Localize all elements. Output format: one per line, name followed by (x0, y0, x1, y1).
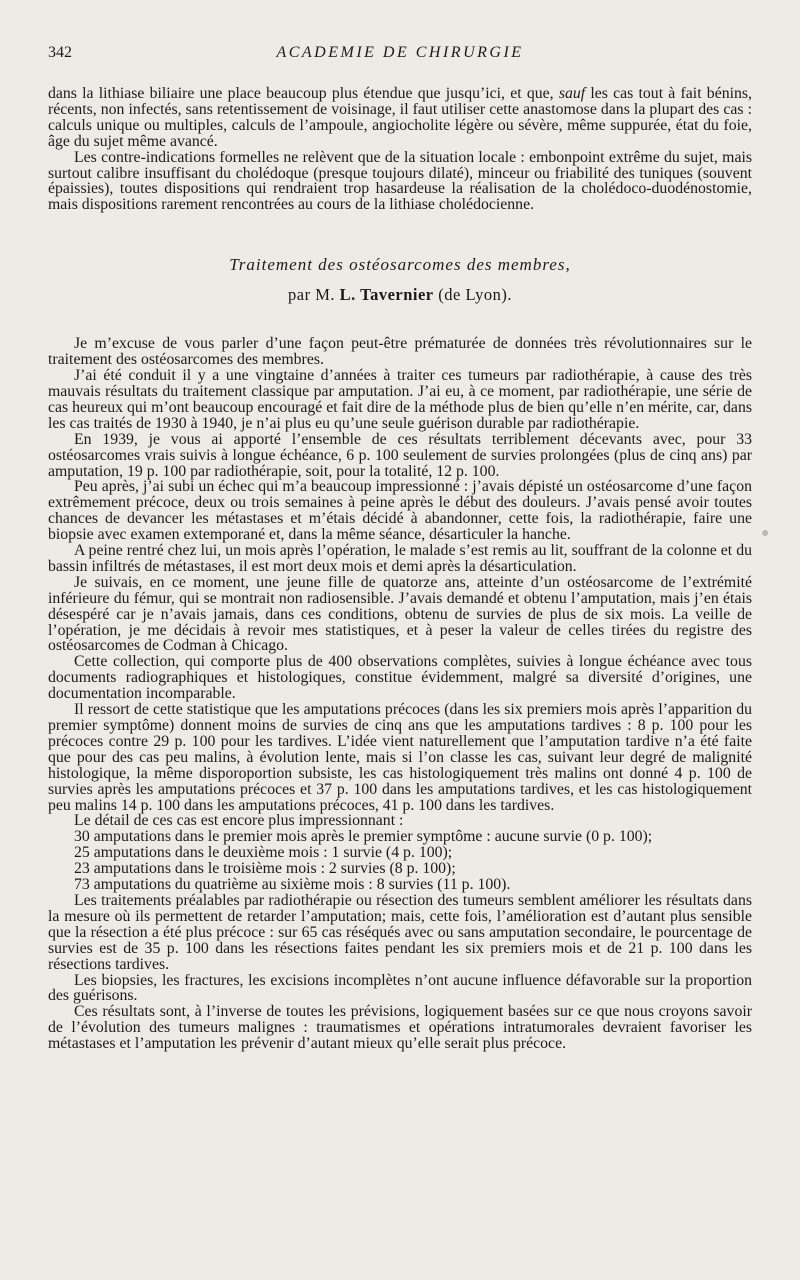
article-paragraph: Les traitements préalables par radiothérapie ou résection des tumeurs semblent améliorer les résultats dans la mesure où ils permettent de retarder l’amputation; mais, cette fois, l’amélioration est d’autant plus sensible que la résection a été plus précoce : sur 65 cas réséqués avec ou sans amputation secondaire, le pourcentage de survies est de 35 p. 100 dans les résections faites pendant les six premiers mois et de 21 p. 100 dans les résections tardives. (48, 891, 752, 973)
article-paragraph: En 1939, je vous ai apporté l’ensemble de ces résultats terriblement décevants avec, pour 33 ostéosarcomes vrais suivis à longue échéance, 6 p. 100 seulement de survies prolongées (plus de cinq ans) par amputation, 19 p. 100 par radiothérapie, soit, pour la totalité, 12 p. 100. (48, 430, 752, 480)
article-paragraph: Les biopsies, les fractures, les excisions incomplètes n’ont aucune influence défavorable sur la proportion des guérisons. (48, 971, 752, 1005)
article-paragraph: Je suivais, en ce moment, une jeune fille de quatorze ans, atteinte d’un ostéosarcome de l’extrémité inférieure du fémur, qui se montrait non radiosensible. J’avais demandé et obtenu l’amputation, mais j’en étais désespéré car je n’avais jamais, dans ces conditions, obtenu de survies de plus de six mois. La veille de l’opération, je me décidais à revoir mes statistiques, et à peser la valeur de celles tirées du registre des ostéosarcomes de Codman à Chicago. (48, 573, 752, 655)
article-paragraph: Il ressort de cette statistique que les amputations précoces (dans les six premiers mois après l’apparition du premier symptôme) donnent moins de survies de cinq ans que les amputations tardives : 8 p. 100 pour les précoces contre 29 p. 100 pour les tardives. L’idée vient naturellement que l’amputation tardive n’a été faite que pour des cas peu malins, à évolution lente, mais si l’on classe les cas, suivant leur degré de malignité histologique, la même disporoportion subsiste, les cas histologiquement très malins ont donné 4 p. 100 de survies après les amputations précoces et 37 p. 100 dans les amputations tardives, et les cas histologiquement peu malins 14 p. 100 dans les amputations précoces, 41 p. 100 dans les tardives. (48, 701, 752, 814)
list-item: 30 amputations dans le premier mois après le premier symptôme : aucune survie (0 p. 100); (74, 828, 653, 846)
article-author: L. Tavernier (339, 285, 434, 305)
article-title: Traitement des ostéosarcomes des membres, (229, 255, 571, 275)
article-paragraph: Je m’excuse de vous parler d’une façon peut-être prématurée de données très révolutionnaires sur le traitement des ostéosarcomes des membres. (48, 335, 752, 369)
continuation-paragraph-1 (48, 86, 752, 150)
page-header (48, 44, 752, 66)
page-body (48, 86, 752, 1052)
continuation-paragraph-2: Les contre-indications formelles ne relèvent que de la situation locale : embonpoint extrême du sujet, mais surtout calibre insuffisant du cholédoque (presque toujours dilaté), minceur ou friabilité des tuniques (souvent épaissies), toutes dispositions qui rendraient trop hasardeuse la réalisation de la cholédoco-duodénostomie, mais dispositions rarement rencontrées au cours de la lithiase cholédocienne. (48, 148, 752, 214)
continuation-text-b: les cas tout à fait bénins, récents, non infectés, sans retentissement de voisinage, il faut utiliser cette anastomose dans la plupart des cas : calculs unique ou multiples, calculs de l’ampoule, angiocholite légère ou sévère, même suppurée, état du foie, âge du sujet même avancé. (48, 85, 752, 150)
running-title: ACADEMIE DE CHIRURGIE (276, 44, 524, 61)
article-paragraph: Peu après, j’ai subi un échec qui m’a beaucoup impressionné : j’avais dépisté un ostéosarcome d’une façon extrêmement précoce, deux ou trois semaines à peine après le début des douleurs. J’avais pensé avoir toutes chances de devancer les métastases et m’étais décidé à abandonner, cette fois, la radiothérapie, faire une biopsie avec examen extemporané et, dans la même séance, désarticuler la hanche. (48, 478, 752, 544)
list-item: 73 amputations du quatrième au sixième mois : 8 survies (11 p. 100). (74, 876, 511, 894)
list-item: 25 amputations dans le deuxième mois : 1 survie (4 p. 100); (74, 844, 453, 862)
article-paragraph: Le détail de ces cas est encore plus impressionnant : (74, 812, 404, 830)
article-paragraph: J’ai été conduit il y a une vingtaine d’années à traiter ces tumeurs par radiothérapie, à cause des très mauvais résultats du traitement classique par amputation. J’ai eu, à ce moment, par radiothérapie, une série de cas heureux qui m’ont beaucoup encouragé et fait dire de la méthode plus de bien qu’elle n’en mérite, car, dans les cas traités de 1930 à 1940, je n’ai plus eu qu’une seule guérison durable par radiothérapie. (48, 367, 752, 432)
byline-suffix: (de Lyon). (438, 285, 512, 305)
continuation-text-a: dans la lithiase biliaire une place beaucoup plus étendue que jusqu’ici, et que, (48, 85, 554, 102)
article-paragraph: Ces résultats sont, à l’inverse de toutes les prévisions, logiquement basées sur ce que nous croyons savoir de l’évolution des tumeurs malignes : traumatismes et opérations intratumorales devraient favoriser les métastases et l’amputation les prévenir d’autant mieux qu’elle serait plus précoce. (48, 1003, 752, 1053)
article-byline (48, 285, 752, 305)
emphasis-sauf: sauf (558, 85, 586, 102)
article-paragraph: Cette collection, qui comporte plus de 400 observations complètes, suivies à longue échéance avec tous documents radiographiques et histologiques, constitue évidemment, malgré sa diversité d’origines, une documentation incomparable. (48, 653, 752, 703)
margin-smudge: ● (761, 526, 770, 541)
byline-prefix: par M. (288, 285, 335, 305)
article-paragraph: A peine rentré chez lui, un mois après l’opération, le malade s’est remis au lit, souffrant de la colonne et du bassin infiltrés de métastases, il est mort deux mois et demi après la désarticulation. (48, 542, 752, 575)
list-item: 23 amputations dans le troisième mois : 2 survies (8 p. 100); (74, 860, 456, 878)
page-number: 342 (48, 44, 72, 61)
